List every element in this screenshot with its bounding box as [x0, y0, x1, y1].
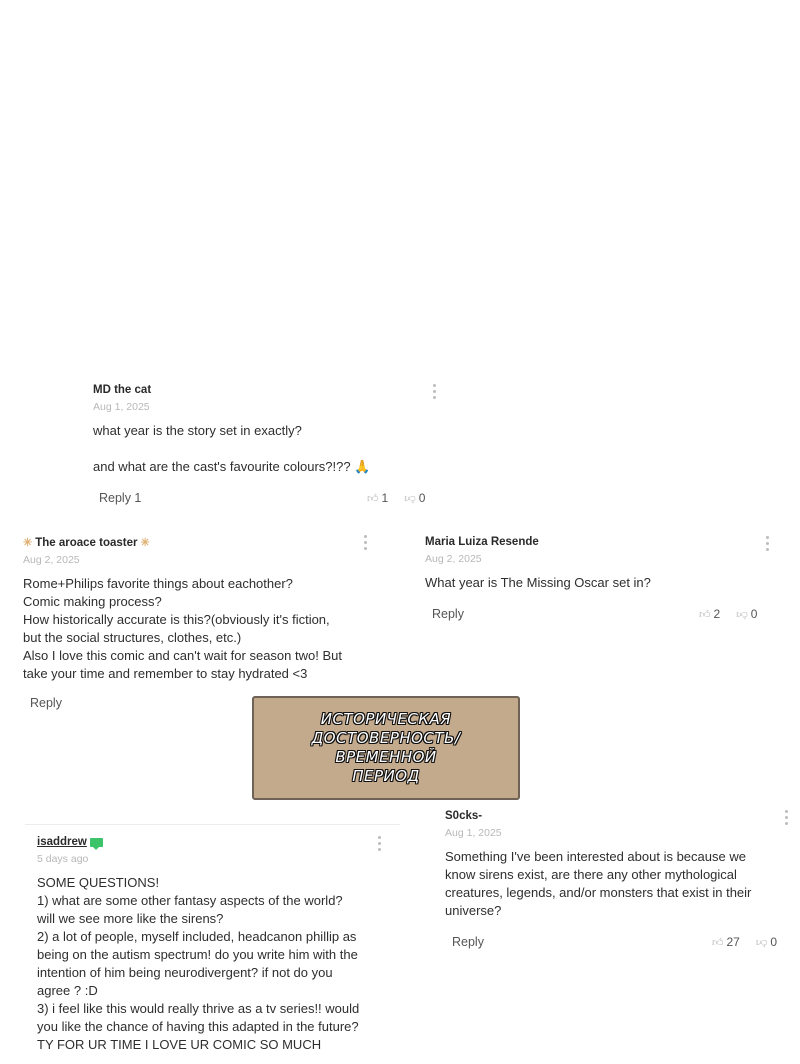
comment-body: SOME QUESTIONS! 1) what are some other fantasy aspects of the world? will we see more like the sirens? 2) a lot of people, myself included, headcanon phillip as being on the autism spectrum! do you write him with the intention of him being neurodivergent? if not do you agree ? :D 3) i feel like this would really thrive as a tv series!! would you like the chance of having this adapted in the future? TY FOR UR TIME I LOVE UR COMIC SO MUCH: [37, 875, 360, 1052]
comment-author[interactable]: S0cks-: [445, 810, 483, 822]
overlay-caption-banner: [252, 696, 520, 800]
sparkle-icon: ✳: [23, 537, 33, 549]
prayer-emoji-icon: 🙏: [354, 459, 371, 474]
reply-button[interactable]: Reply: [432, 607, 464, 621]
chat-badge-icon: [90, 838, 103, 847]
comment-author-name: The aroace toaster: [35, 536, 138, 549]
comment-date: Aug 1, 2025: [445, 827, 502, 839]
comment-body: Something I've been interested about is because we know sirens exist, are there any other mythological creatures, legends, and/or monsters that exist in their universe?: [445, 849, 752, 918]
comment-isaddrew: [37, 836, 389, 1054]
comment-body: Rome+Philips favorite things about eachother? Comic making process? How historically accurate is this?(obviously it's fiction, but the social structures, clothes, etc.) Also I love this comic and can't wait for season two! But take your time and remember to stay hydrated <3: [23, 576, 342, 681]
like-count: 2: [713, 607, 721, 621]
more-vertical-icon[interactable]: [378, 836, 381, 851]
comment-author-name: isaddrew: [37, 836, 87, 848]
comment-date: 5 days ago: [37, 853, 89, 865]
thumbs-up-icon[interactable]: 👍︎: [712, 936, 724, 949]
dislike-count: 0: [750, 607, 758, 621]
thumbs-down-icon[interactable]: 👍︎: [404, 491, 416, 504]
comment-author[interactable]: [23, 536, 368, 549]
divider: [25, 824, 400, 825]
comment-author[interactable]: Maria Luiza Resende: [425, 536, 539, 548]
comment-date: Aug 1, 2025: [93, 401, 150, 413]
comment-s0cks: [445, 810, 785, 920]
sparkle-icon: ✳: [140, 537, 150, 549]
more-vertical-icon[interactable]: [766, 536, 769, 551]
dislike-count: 0: [770, 935, 778, 949]
reply-button[interactable]: Reply: [30, 696, 62, 710]
like-count: 1: [381, 491, 389, 505]
comment-maria-luiza-resende: [425, 536, 765, 592]
more-vertical-icon[interactable]: [433, 384, 436, 399]
reply-button[interactable]: Reply 1: [99, 491, 142, 505]
vote-controls: [712, 935, 777, 949]
thumbs-down-icon[interactable]: 👍︎: [755, 935, 768, 948]
dislike-count: 0: [418, 491, 426, 505]
thumbs-up-icon[interactable]: 👍︎: [699, 608, 711, 621]
comment-md-the-cat: [93, 384, 393, 476]
thumbs-up-icon[interactable]: 👍︎: [367, 492, 379, 505]
comment-aroace-toaster: [23, 536, 368, 683]
more-vertical-icon[interactable]: [785, 810, 788, 825]
comment-author[interactable]: MD the cat: [93, 384, 152, 396]
comment-body: What year is The Missing Oscar set in?: [425, 575, 651, 590]
more-vertical-icon[interactable]: [364, 535, 367, 550]
comment-date: Aug 2, 2025: [425, 553, 482, 565]
like-count: 27: [726, 935, 740, 949]
banner-text: ИСТОРИЧЕСКАЯ ДОСТОВЕРНОСТЬ/ ВРЕМЕННОЙ ПЕРИОД: [311, 710, 461, 785]
comment-date: Aug 2, 2025: [23, 554, 80, 566]
vote-controls: [699, 607, 757, 621]
thumbs-down-icon[interactable]: 👍︎: [736, 607, 748, 620]
reply-button[interactable]: Reply: [452, 935, 484, 949]
comment-author[interactable]: [37, 836, 389, 848]
comment-body: what year is the story set in exactly? and what are the cast's favourite colours?!?? 🙏: [93, 423, 371, 474]
vote-controls: [367, 491, 425, 505]
